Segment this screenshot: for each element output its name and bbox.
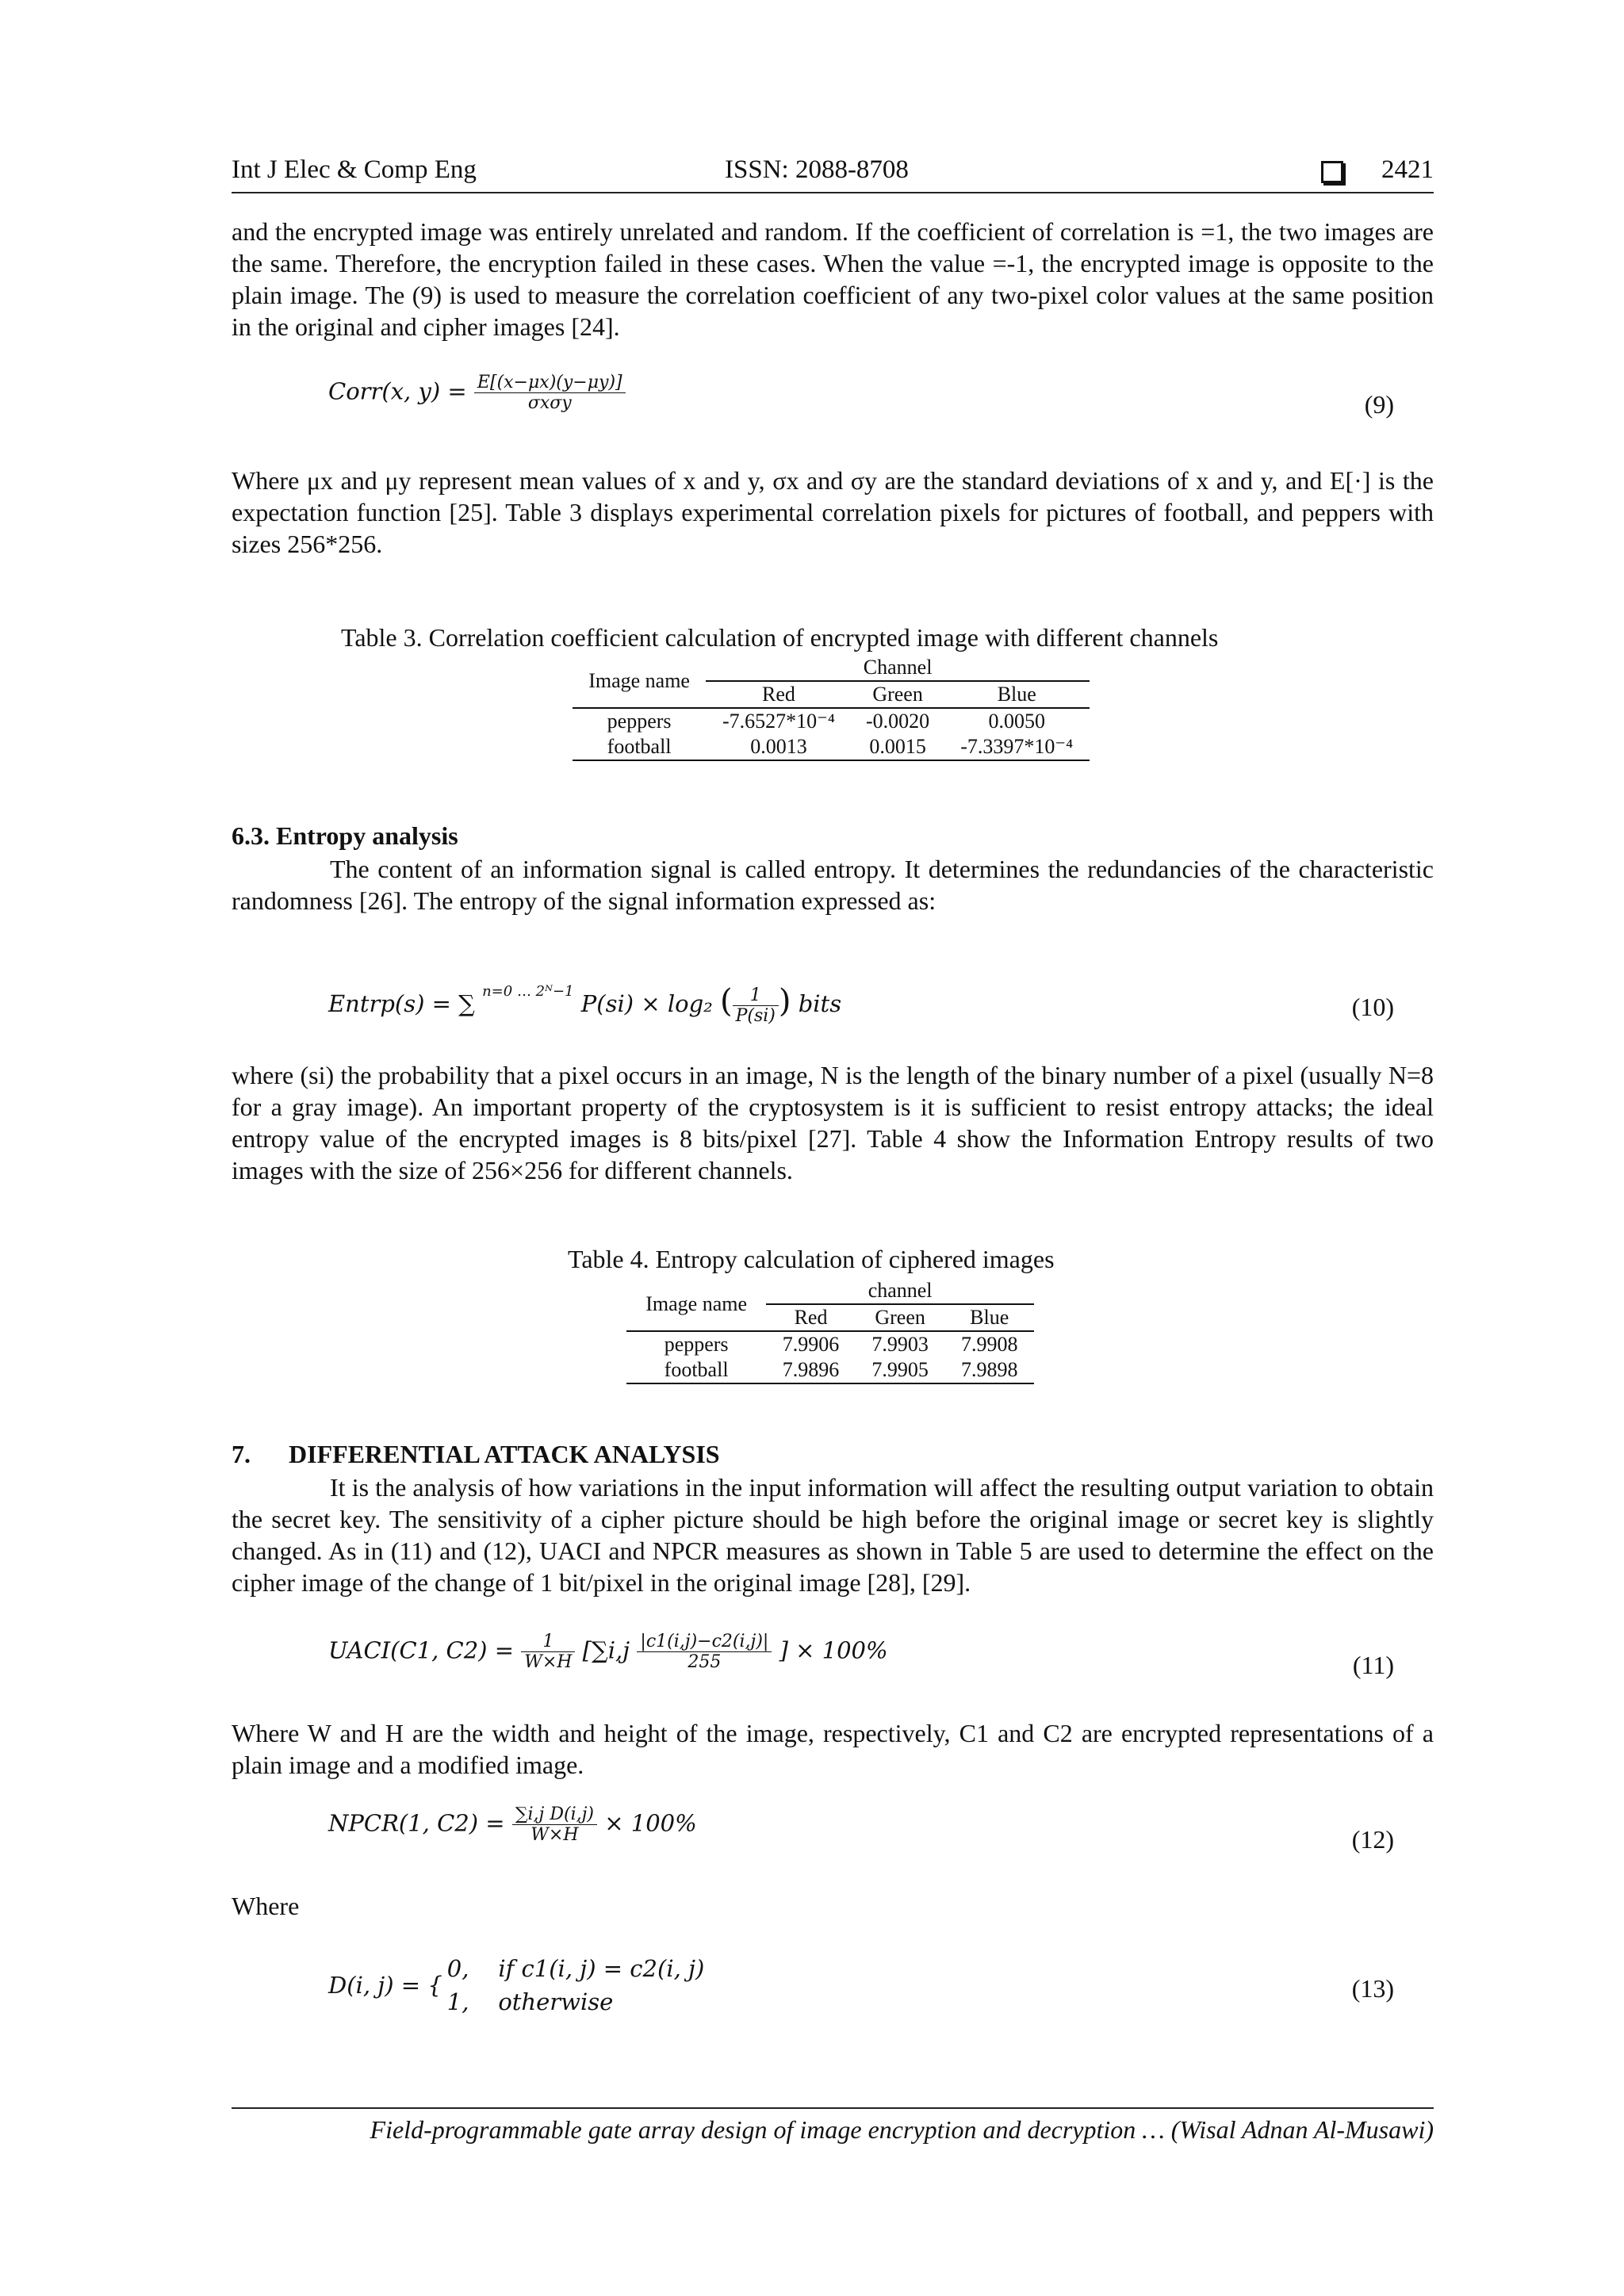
eq10-number: (10) [1351, 993, 1394, 1021]
issn: ISSN: 2088-8708 [725, 155, 909, 184]
eq11-inner-denominator: 255 [688, 1652, 722, 1672]
table4 [626, 1278, 1034, 1384]
eq10-fraction [733, 985, 779, 1026]
table3-cell-blue: 0.0050 [988, 710, 1045, 733]
running-footer: Field-programmable gate array design of image encryption and decryption … (Wisal Adnan Al-Musawi) [370, 2115, 1434, 2144]
table3-cell-red: 0.0013 [706, 734, 852, 760]
eq10-numerator: 1 [733, 985, 779, 1006]
footer-rule [232, 2107, 1434, 2109]
eq13-case2: 1, otherwise [446, 1988, 614, 2015]
eq12-number: (12) [1351, 1825, 1394, 1854]
eq11-inner-numerator: |c1(i,j)−c2(i,j)| [637, 1632, 772, 1652]
table3-header-image: Image name [573, 655, 706, 708]
table4-cell-red: 7.9906 [782, 1333, 840, 1356]
table4-cell-blue: 7.9898 [944, 1357, 1034, 1383]
table4-col-blue: Blue [944, 1304, 1034, 1331]
paragraph-correlation-intro: and the encrypted image was entirely unrelated and random. If the coefficient of correlation is =1, the two images are the same. Therefore, the encryption failed in these cases. When the value =-1, the encrypted image is opposite to the plain image. The (9) is used to measure the correlation coefficient of any two-pixel color values at the same position in the original and cipher images [24]. [232, 217, 1434, 341]
table3-col-blue: Blue [944, 681, 1090, 708]
square-box-icon [1321, 161, 1343, 183]
page-number: 2421 [1381, 155, 1434, 184]
table3-header-channel: Channel [706, 655, 1090, 681]
table3-col-red: Red [706, 681, 852, 708]
table4-caption: Table 4. Entropy calculation of ciphered images [568, 1245, 1055, 1273]
table-row [573, 708, 1090, 734]
eq13-case1: 0, if c1(i, j) = c2(i, j) [446, 1955, 705, 1982]
eq11-numerator: 1 [521, 1632, 575, 1652]
equation-9 [328, 373, 626, 413]
eq9-number: (9) [1364, 390, 1394, 419]
table4-cell-green: 7.9903 [871, 1333, 929, 1356]
paragraph-correlation-definition: Where μx and μy represent mean values of x and y, σx and σy are the standard deviations of x and y, and E[·] is the expectation function [25]. Table 3 displays experimental correlation pixels for pictures of football, and peppers with sizes 256*256. [232, 466, 1434, 558]
eq12-numerator: ∑i,j D(i,j) [512, 1804, 597, 1825]
journal-name: Int J Elec & Comp Eng [232, 155, 477, 184]
table4-header-image: Image name [626, 1278, 766, 1331]
eq11-number: (11) [1352, 1651, 1394, 1679]
eq13-lhs: D(i, j) = { [328, 1972, 442, 1999]
table3-cell-name: peppers [607, 710, 672, 733]
eq13-number: (13) [1351, 1974, 1394, 2003]
eq9-numerator: E[(x−μx)(y−μy)] [474, 373, 626, 393]
table3-cell-blue: -7.3397*10⁻⁴ [944, 734, 1090, 760]
table3-cell-red: -7.6527*10⁻⁴ [722, 710, 835, 733]
paragraph-uaci-explanation: Where W and H are the width and height of the image, respectively, C1 and C2 are encrypted representations of a plain image and a modified image. [232, 1719, 1434, 1779]
table-row [626, 1331, 1034, 1357]
eq11-denominator: W×H [524, 1652, 573, 1672]
where-label: Where [232, 1892, 300, 1920]
eq12-lhs: NPCR(1, C2) = [328, 1809, 512, 1837]
table4-col-green: Green [856, 1304, 945, 1331]
table4-cell-name: peppers [664, 1333, 729, 1356]
eq12-tail: × 100% [604, 1809, 697, 1837]
table4-cell-green: 7.9905 [856, 1357, 945, 1383]
table3-col-green: Green [852, 681, 944, 708]
eq11-tail: ] × 100% [779, 1636, 888, 1664]
eq10-lhs: Entrp(s) = ∑ [328, 990, 475, 1017]
section-heading-entropy: 6.3. Entropy analysis [232, 821, 458, 850]
equation-13 [328, 1952, 704, 2019]
paragraph-entropy-explanation: where (si) the probability that a pixel occurs in an image, N is the length of the binary number of a pixel (usually N=8 for a gray image). An important property of the cryptosystem is it is sufficient to resist entropy attacks; the ideal entropy value of the encrypted images is 8 bits/pixel [27]. Table 4 show the Information Entropy results of two images with the size of 256×256 for different channels. [232, 1061, 1434, 1184]
eq10-denominator: P(si) [735, 1005, 776, 1026]
eq10-limits: n=0 … 2ᴺ−1 [482, 983, 574, 1000]
table-row [573, 734, 1090, 760]
table3-cell-name: football [573, 734, 706, 760]
equation-11 [328, 1632, 888, 1672]
eq10-tail: bits [798, 990, 842, 1017]
eq9-lhs: Corr(x, y) = [328, 377, 474, 405]
eq13-cases [447, 1952, 705, 2019]
table4-header-channel: channel [766, 1278, 1034, 1304]
section-heading-differential: 7. DIFFERENTIAL ATTACK ANALYSIS [232, 1440, 720, 1468]
table3 [573, 655, 1090, 761]
eq10-close-paren: ) [778, 983, 791, 1020]
table3-cell-green: 0.0015 [852, 734, 944, 760]
eq11-inner-fraction [637, 1632, 772, 1672]
eq9-denominator: σxσy [527, 393, 572, 413]
equation-12 [328, 1804, 697, 1845]
table4-cell-name: football [626, 1357, 766, 1383]
running-header [232, 155, 1434, 193]
table-row [626, 1357, 1034, 1383]
table4-cell-blue: 7.9908 [960, 1333, 1018, 1356]
table3-cell-green: -0.0020 [866, 710, 930, 733]
eq10-rhs: P(si) × log₂ [580, 990, 713, 1017]
eq9-fraction [474, 373, 626, 413]
table3-caption: Table 3. Correlation coefficient calculation of encrypted image with different channels [341, 623, 1219, 652]
eq11-sum: [∑i,j [582, 1636, 630, 1664]
table4-col-red: Red [766, 1304, 856, 1331]
eq12-fraction [512, 1804, 597, 1845]
table4-cell-red: 7.9896 [766, 1357, 856, 1383]
page-number-group [1321, 155, 1434, 185]
eq11-fraction [521, 1632, 575, 1672]
eq10-open-paren: ( [719, 983, 733, 1020]
equation-10 [328, 983, 841, 1026]
eq11-lhs: UACI(C1, C2) = [328, 1636, 522, 1664]
paragraph-differential: It is the analysis of how variations in the input information will affect the resulting output variation to obtain the secret key. The sensitivity of a cipher picture should be high before the original image or secret key is slightly changed. As in (11) and (12), UACI and NPCR measures as shown in Table 5 are used to determine the effect on the cipher image of the change of 1 bit/pixel in the original image [28], [29]. [232, 1473, 1434, 1597]
paragraph-entropy-intro: The content of an information signal is called entropy. It determines the redundancies of the characteristic randomness [26]. The entropy of the signal information expressed as: [232, 855, 1434, 915]
eq12-denominator: W×H [530, 1825, 579, 1845]
